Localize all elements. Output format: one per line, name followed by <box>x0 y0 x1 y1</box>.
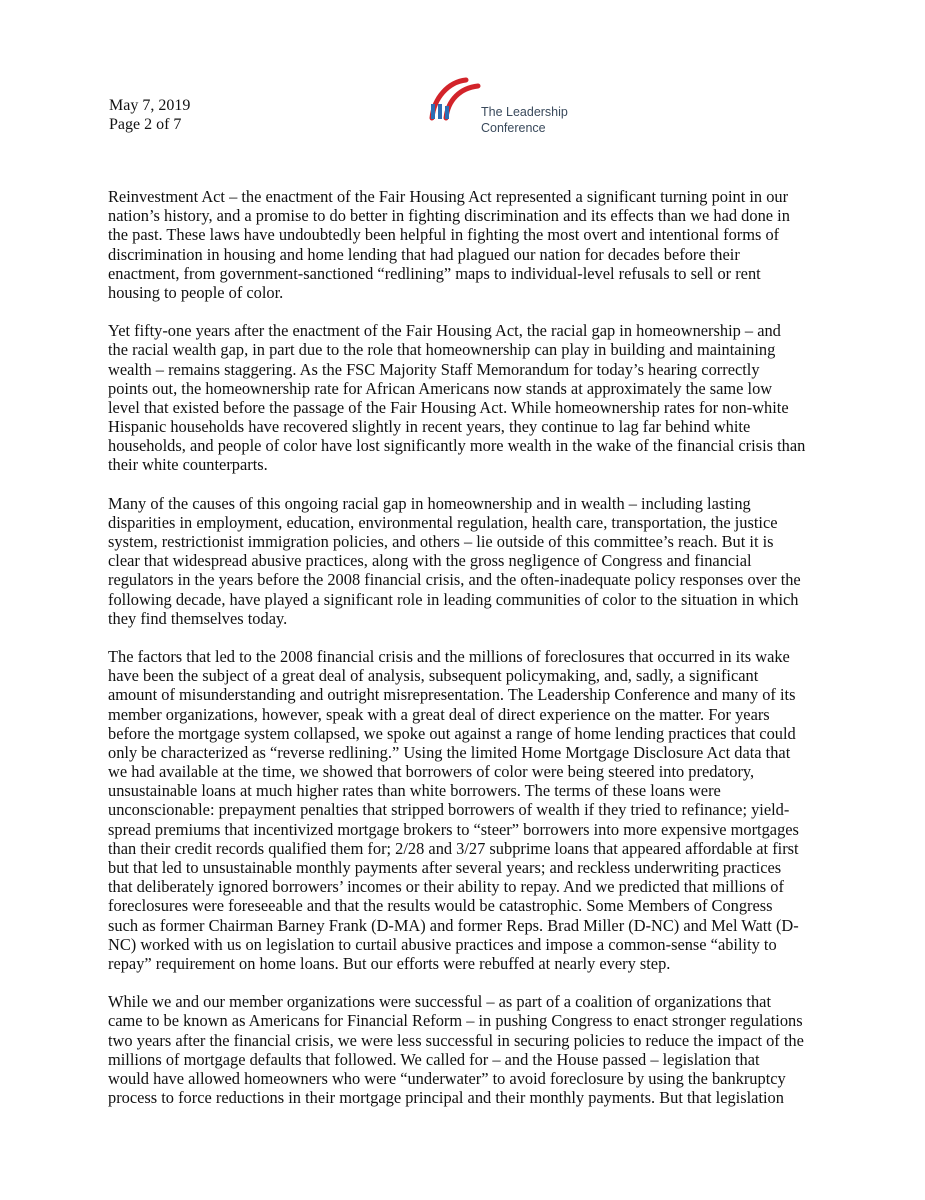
paragraph-line: system, restrictionist immigration policies, and others – lie outside of this committee’s reach. But it is <box>108 532 774 551</box>
body-paragraph <box>108 647 826 973</box>
logo-line-2: Conference <box>481 121 546 135</box>
logo-line-1: The Leadership <box>481 105 568 119</box>
paragraph-line: have been the subject of a great deal of analysis, subsequent policymaking, and, sadly, a significant <box>108 666 759 686</box>
paragraph-line: would have allowed homeowners who were “underwater” to avoid foreclosure by using the bankruptcy <box>108 1068 786 1088</box>
paragraph-line: that deliberately ignored borrowers’ incomes or their ability to repay. And we predicted that millions of <box>108 877 784 897</box>
paragraph-line: than their credit records qualified them for; 2/28 and 3/27 subprime loans that appeared affordable at first <box>108 838 799 858</box>
paragraph-line: discrimination in housing and home lending that had plagued our nation for decades before their <box>108 244 740 264</box>
paragraph-line: NC) worked with us on legislation to curtail abusive practices and impose a common-sense “ability to <box>108 934 777 954</box>
paragraph-line: we had available at the time, we showed that borrowers of color were being steered into predatory, <box>108 762 755 782</box>
paragraph-line: Hispanic households have recovered slightly in recent years, they continue to lag far behind white <box>108 417 751 437</box>
paragraph-line: they find themselves today. <box>108 608 288 628</box>
page-header <box>109 96 190 134</box>
paragraph-line: nation’s history, and a promise to do better in fighting discrimination and its effects than we had done in <box>108 206 790 226</box>
paragraph-line: before the mortgage system collapsed, we spoke out against a range of home lending practices that could <box>108 723 796 743</box>
paragraph-line: the past. These laws have undoubtedly been helpful in fighting the most overt and intentional forms of <box>108 225 780 245</box>
paragraph-line: Reinvestment Act – the enactment of the Fair Housing Act represented a significant turning point in our <box>108 187 789 206</box>
paragraph-line: disparities in employment, education, environmental regulation, health care, transportation, the justice <box>108 512 778 532</box>
paragraph-line: households, and people of color have lost significantly more wealth in the wake of the financial crisis than <box>108 436 806 456</box>
paragraph-line: only be characterized as “reverse redlining.” Using the limited Home Mortgage Disclosure Act data that <box>108 742 791 762</box>
paragraph-line: process to force reductions in their mortgage principal and their monthly payments. But that legislation <box>108 1088 784 1108</box>
logo-wordmark <box>481 104 568 136</box>
leadership-conference-logo <box>428 74 588 135</box>
paragraph-line: housing to people of color. <box>108 282 284 302</box>
arch-logo-icon <box>428 74 488 126</box>
paragraph-line: following decade, have played a significant role in leading communities of color to the situation in which <box>108 589 799 609</box>
body-paragraph <box>108 494 826 628</box>
paragraph-line: their white counterparts. <box>108 455 268 475</box>
paragraph-line: unconscionable: prepayment penalties that stripped borrowers of wealth if they tried to refinance; yield- <box>108 800 790 820</box>
body-paragraph <box>108 321 826 475</box>
paragraph-line: enactment, from government-sanctioned “redlining” maps to individual-level refusals to sell or rent <box>108 263 761 283</box>
body-paragraph <box>108 187 826 302</box>
letter-body <box>108 187 826 1126</box>
paragraph-line: repay” requirement on home loans. But our efforts were rebuffed at nearly every step. <box>108 953 671 973</box>
paragraph-line: Many of the causes of this ongoing racial gap in homeownership and in wealth – including lasting <box>108 493 751 513</box>
paragraph-line: unsustainable loans at much higher rates than white borrowers. The terms of these loans were <box>108 781 721 801</box>
paragraph-line: While we and our member organizations were successful – as part of a coalition of organizations that <box>108 992 771 1012</box>
paragraph-line: wealth – remains staggering. As the FSC Majority Staff Memorandum for today’s hearing correctly <box>108 359 760 379</box>
paragraph-line: points out, the homeownership rate for African Americans now stands at approximately the same low <box>108 378 773 398</box>
paragraph-line: spread premiums that incentivized mortgage brokers to “steer” borrowers into more expensive mortgages <box>108 819 799 839</box>
paragraph-line: two years after the financial crisis, we were less successful in securing policies to reduce the impact of the <box>108 1030 804 1050</box>
page-number: Page 2 of 7 <box>109 116 182 133</box>
letter-date: May 7, 2019 <box>109 97 191 114</box>
paragraph-line: member organizations, however, speak with a great deal of direct experience on the matter. For years <box>108 704 770 724</box>
paragraph-line: millions of mortgage defaults that followed. We called for – and the House passed – legislation that <box>108 1049 760 1069</box>
paragraph-line: came to be known as Americans for Financial Reform – in pushing Congress to enact stronger regulations <box>108 1011 803 1031</box>
paragraph-line: regulators in the years before the 2008 financial crisis, and the often-inadequate policy responses over the <box>108 570 801 590</box>
paragraph-line: The factors that led to the 2008 financial crisis and the millions of foreclosures that occurred in its wake <box>108 646 790 666</box>
paragraph-line: foreclosures were foreseeable and that the results would be catastrophic. Some Members of Congress <box>108 896 773 916</box>
paragraph-line: but that led to unsustainable monthly payments after several years; and reckless underwriting practices <box>108 858 782 877</box>
paragraph-line: clear that widespread abusive practices, along with the gross negligence of Congress and financial <box>108 551 752 571</box>
paragraph-line: such as former Chairman Barney Frank (D-MA) and former Reps. Brad Miller (D-NC) and Mel Watt (D- <box>108 915 799 935</box>
body-paragraph <box>108 992 826 1107</box>
paragraph-line: the racial wealth gap, in part due to the role that homeownership can play in building and maintaining <box>108 340 776 360</box>
paragraph-line: Yet fifty-one years after the enactment of the Fair Housing Act, the racial gap in homeownership – and <box>108 321 781 341</box>
paragraph-line: level that existed before the passage of the Fair Housing Act. While homeownership rates for non-white <box>108 397 789 417</box>
paragraph-line: amount of misunderstanding and outright misrepresentation. The Leadership Conference and many of its <box>108 685 796 705</box>
